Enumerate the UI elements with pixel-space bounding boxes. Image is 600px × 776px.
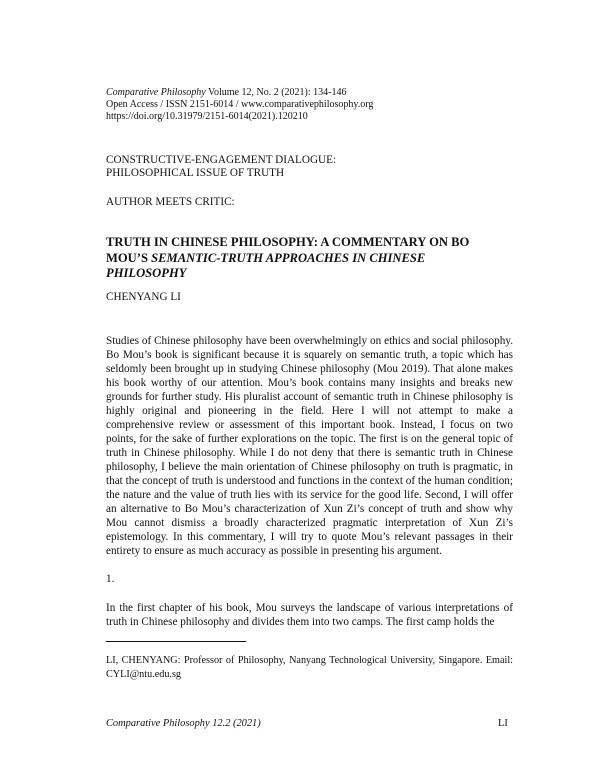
doi-link[interactable]: https://doi.org/10.31979/2151-6014(2021).120210 — [106, 111, 308, 122]
section-heading-line2: PHILOSOPHICAL ISSUE OF TRUTH — [106, 167, 285, 179]
journal-citation — [106, 87, 346, 99]
section-heading-line1: CONSTRUCTIVE-ENGAGEMENT DIALOGUE: — [106, 154, 337, 166]
body-paragraph-1 — [106, 334, 513, 558]
footnote-divider — [106, 641, 246, 642]
footer-page-label: LI — [498, 718, 508, 729]
title-main: TRUTH IN CHINESE PHILOSOPHY: A COMMENTARY ON BO MOU’S — [106, 235, 470, 265]
title-book: SEMANTIC-TRUTH APPROACHES IN CHINESE PHILOSOPHY — [106, 250, 426, 280]
access-line: Open Access / ISSN 2151-6014 / www.comparativephilosophy.org — [106, 99, 374, 110]
section-number: 1. — [106, 573, 115, 585]
body-paragraph-2 — [106, 601, 513, 629]
volume-info: Volume 12, No. 2 (2021): 134-146 — [208, 87, 347, 98]
journal-name: Comparative Philosophy — [106, 87, 206, 98]
paper-title — [106, 235, 506, 282]
paragraph-text: In the first chapter of his book, Mou surveys the landscape of various interpretations of truth in Chinese philosophy and divides them into two camps. The first camp holds the — [106, 602, 513, 628]
subsection-heading: AUTHOR MEETS CRITIC: — [106, 196, 235, 208]
paragraph-text: Studies of Chinese philosophy have been overwhelmingly on ethics and social philosophy. Bo Mou’s book is significant because it is squarely on semantic truth, a topic which has seldomly been brought up in studying Chinese philosophy (Mou 2019). That alone makes his book worthy of our attention. Mou’s book contains many insights and breaks new grounds for further study. His pluralist account of semantic truth in Chinese philosophy is highly original and pioneering in the field. Here I will not attempt to make a comprehensive review or assessment of this important book. Instead, I focus on two points, for the sake of further explorations on the topic. The first is on the general topic of truth in Chinese philosophy. While I do not deny that there is semantic truth in Chinese philosophy, I believe the main orientation of Chinese philosophy on truth is pragmatic, in that the concept of truth is understood and functions in the context of the human condition; the nature and the value of truth lies with its service for the good life. Second, I will offer an alternative to Bo Mou’s characterization of Xun Zi’s concept of truth and show why Mou cannot dismiss a broadly characterized pragmatic interpretation of Xun Zi’s epistemology. In this commentary, I will try to quote Mou’s relevant passages in their entirety to ensure as much accuracy as possible in presenting his argument. — [106, 335, 513, 557]
author-name: CHENYANG LI — [106, 291, 181, 303]
footer-journal-issue: Comparative Philosophy 12.2 (2021) — [106, 718, 261, 729]
footnote: LI, CHENYANG: Professor of Philosophy, Nanyang Technological University, Singapore. Email: CYLI@ntu.edu.sg — [106, 655, 513, 680]
